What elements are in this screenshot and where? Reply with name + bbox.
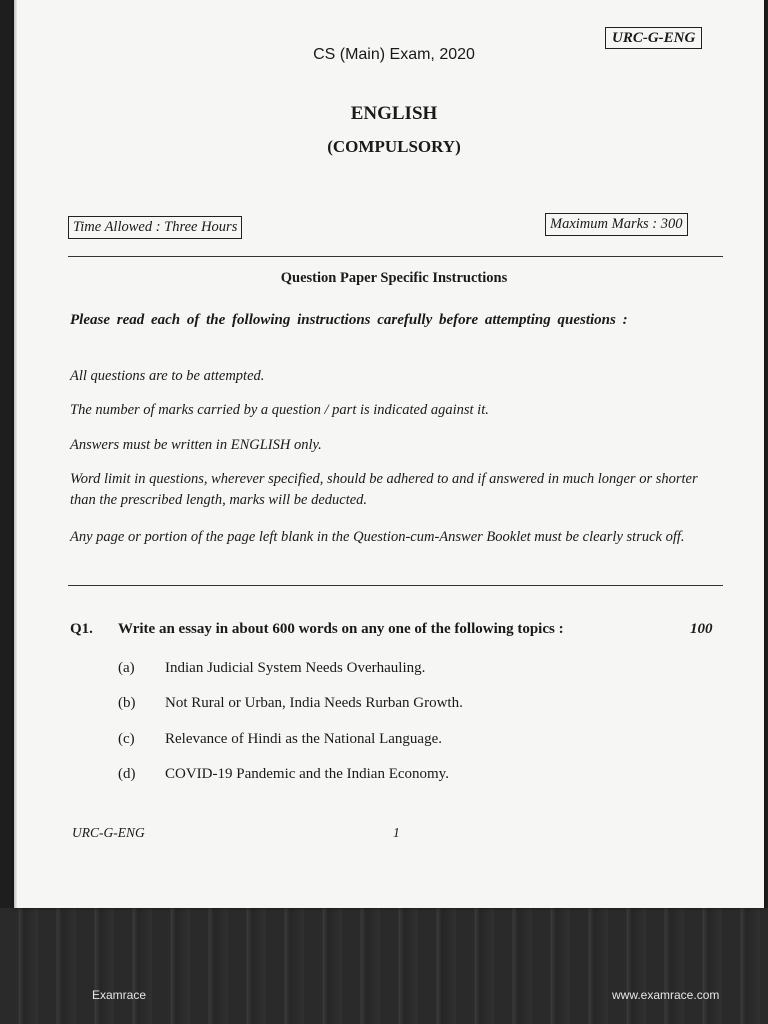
time-allowed-box: Time Allowed : Three Hours — [68, 216, 242, 239]
option-label: (a) — [118, 660, 135, 676]
scan-background — [0, 908, 768, 1024]
top-divider — [68, 256, 723, 257]
option-label: (b) — [118, 695, 136, 711]
exam-title: CS (Main) Exam, 2020 — [313, 46, 475, 63]
maximum-marks-box: Maximum Marks : 300 — [545, 213, 688, 236]
option-text: COVID-19 Pandemic and the Indian Economy. — [165, 766, 449, 782]
page-number: 1 — [393, 825, 400, 840]
option-label: (c) — [118, 731, 135, 747]
subject-title: ENGLISH — [350, 103, 438, 124]
option-text: Not Rural or Urban, India Needs Rurban Growth. — [165, 695, 463, 711]
instructions-heading: Question Paper Specific Instructions — [280, 270, 508, 286]
instruction-item: Word limit in questions, wherever specified, should be adhered to and if answered in much longer or shorter than the prescribed length, marks will be deducted. — [70, 471, 698, 508]
instruction-item: The number of marks carried by a question / part is indicated against it. — [70, 402, 489, 418]
instruction-item: Answers must be written in ENGLISH only. — [70, 437, 322, 453]
watermark-right: www.examrace.com — [612, 988, 720, 1002]
exam-page — [14, 0, 764, 908]
watermark-left: Examrace — [92, 988, 147, 1002]
option-text: Relevance of Hindi as the National Language. — [165, 731, 442, 747]
option-text: Indian Judicial System Needs Overhauling. — [165, 660, 426, 676]
instruction-item: Any page or portion of the page left blank in the Question-cum-Answer Booklet must be clearly struck off. — [70, 529, 685, 545]
instruction-item: All questions are to be attempted. — [70, 368, 265, 384]
footer-paper-code: URC-G-ENG — [72, 825, 145, 840]
question-marks: 100 — [690, 621, 713, 637]
question-number: Q1. — [70, 621, 93, 637]
paper-code-box: URC-G-ENG — [605, 27, 702, 49]
bottom-divider — [68, 585, 723, 586]
question-text: Write an essay in about 600 words on any one of the following topics : — [118, 621, 564, 637]
subject-subtitle: (COMPULSORY) — [327, 137, 461, 156]
option-label: (d) — [118, 766, 136, 782]
instructions-lead: Please read each of the following instructions carefully before attempting questions : — [70, 312, 628, 328]
